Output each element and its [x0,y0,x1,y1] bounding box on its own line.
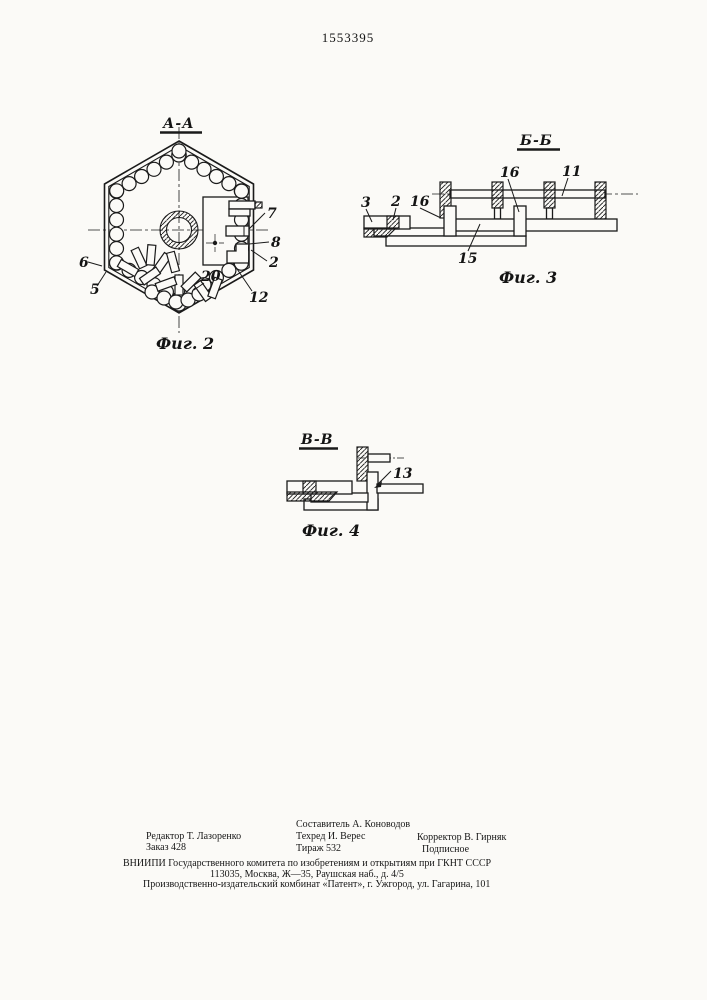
colophon-compiler: Составитель А. Коноводов [296,819,411,830]
fig3-label-11: 11 [562,164,582,180]
fig4-caption: Фиг. 4 [302,521,361,540]
fig4-right-rod [377,484,423,493]
fig3-caption: Фиг. 3 [499,268,558,287]
fig4-section-label: В-В [301,432,334,448]
fig2-label-7: 7 [267,206,277,222]
fig3-section-label: Б-Б [520,133,553,149]
colophon-editor: Редактор Т. Лазоренко [146,831,242,842]
fig2-caption: Фиг. 2 [156,334,215,353]
colophon-order: Заказ 428 [146,842,187,853]
colophon-subscription: Подписное [422,844,470,855]
fig2-bolt-top [229,201,255,209]
colophon-corrector: Корректор В. Гирняк [417,832,507,843]
fig3-label-16a: 16 [410,194,430,210]
colophon-circulation: Тираж 532 [296,843,342,854]
fig2-drawing [79,116,281,353]
fig2-stub [226,226,249,236]
fig2-bolt-tip [255,202,262,208]
fig4-label-13: 13 [393,466,413,482]
colophon-vniipi: ВНИИПИ Государственного комитета по изобретениям и открытиям при ГКНТ СССР [123,858,492,869]
colophon-printer: Производственно-издательский комбинат «Патент», г. Ужгород, ул. Гагарина, 101 [143,879,491,890]
fig3-wall-a [444,206,456,236]
fig3-post-4 [595,182,606,219]
fig2-leader-6 [88,262,102,266]
fig4-bar-strip [287,492,337,501]
fig3-main-plate [450,219,617,231]
fig3-post-2 [492,182,503,208]
fig3-post-3-leg [547,208,553,219]
fig2-label-8: 8 [271,235,281,251]
fig2-section-label: А-А [163,116,195,132]
fig3-drawing [361,133,638,287]
colophon-address: 113035, Москва, Ж—35, Раушская наб., д. 4/5 [210,869,404,880]
fig3-post-2-leg [495,208,501,219]
fig3-post-3 [544,182,555,208]
fig3-label-3: 3 [361,195,371,211]
fig3-tray [386,236,526,246]
fig3-label-16b: 16 [500,165,520,181]
fig3-label-2: 2 [391,194,401,210]
colophon-techred: Техред И. Верес [296,831,366,842]
fig3-wall-b [514,206,526,236]
patent-number: 1553395 [321,30,375,45]
fig2-label-20: 20 [201,269,221,285]
fig4-leader-13 [377,471,391,485]
fig3-label-15: 15 [458,251,478,267]
fig2-label-5: 5 [90,282,100,298]
fig3-rod [450,190,605,198]
fig2-label-2: 2 [269,255,279,271]
fig2-leader-8 [249,242,269,244]
fig2-label-12: 12 [249,290,269,306]
fig2-leader-7 [249,213,265,229]
fig2-bolt-lower [229,209,250,216]
fig4-stub [368,454,390,462]
fig4-drawing [287,432,423,540]
fig2-label-6: 6 [79,255,89,271]
